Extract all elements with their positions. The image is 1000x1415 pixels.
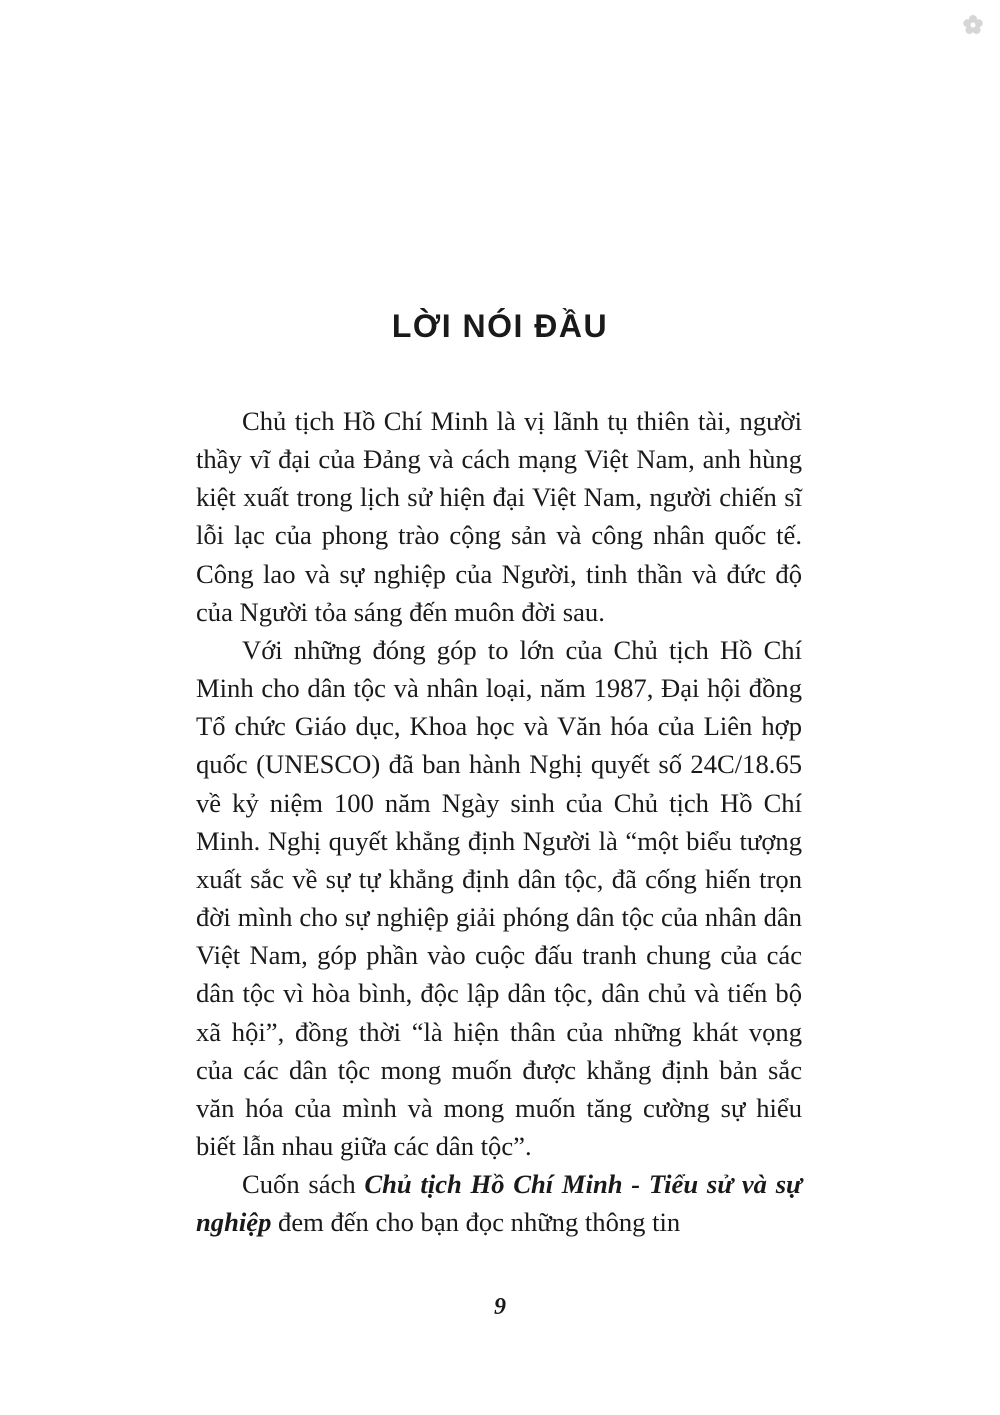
book-title: Chủ tịch Hồ Chí Minh - Tiểu sử và sự nghiệp [196,1169,802,1238]
page-title: LỜI NÓI ĐẦU [391,308,609,344]
page-number: 9 [494,1294,506,1320]
flower-ornament-icon [962,14,984,36]
paragraph-lead: Cuốn sách [242,1169,365,1200]
paragraph [196,1165,802,1241]
paragraph-tail: đem đến cho bạn đọc những thông tin [271,1207,681,1238]
paragraph: Với những đóng góp to lớn của Chủ tịch Hồ Chí Minh cho dân tộc và nhân loại, năm 1987, Đại hội đồng Tổ chức Giáo dục, Khoa học và Văn hóa của Liên hợp quốc (UNESCO) đã ban hành Nghị quyết số 24C/18.65 về kỷ niệm 100 năm Ngày sinh của Chủ tịch Hồ Chí Minh. Nghị quyết khẳng định Người là “một biểu tượng xuất sắc về sự tự khẳng định dân tộc, đã cống hiến trọn đời mình cho sự nghiệp giải phóng dân tộc của nhân dân Việt Nam, góp phần vào cuộc đấu tranh chung của các dân tộc vì hòa bình, độc lập dân tộc, dân chủ và tiến bộ xã hội”, đồng thời “là hiện thân của những khát vọng của các dân tộc mong muốn được khẳng định bản sắc văn hóa của mình và mong muốn tăng cường sự hiểu biết lẫn nhau giữa các dân tộc”. [196,634,802,1161]
preface-body [196,402,802,1241]
paragraph: Chủ tịch Hồ Chí Minh là vị lãnh tụ thiên tài, người thầy vĩ đại của Đảng và cách mạng Việt Nam, anh hùng kiệt xuất trong lịch sử hiện đại Việt Nam, người chiến sĩ lỗi lạc của phong trào cộng sản và công nhân quốc tế. Công lao và sự nghiệp của Người, tinh thần và đức độ của Người tỏa sáng đến muôn đời sau. [196,406,802,627]
